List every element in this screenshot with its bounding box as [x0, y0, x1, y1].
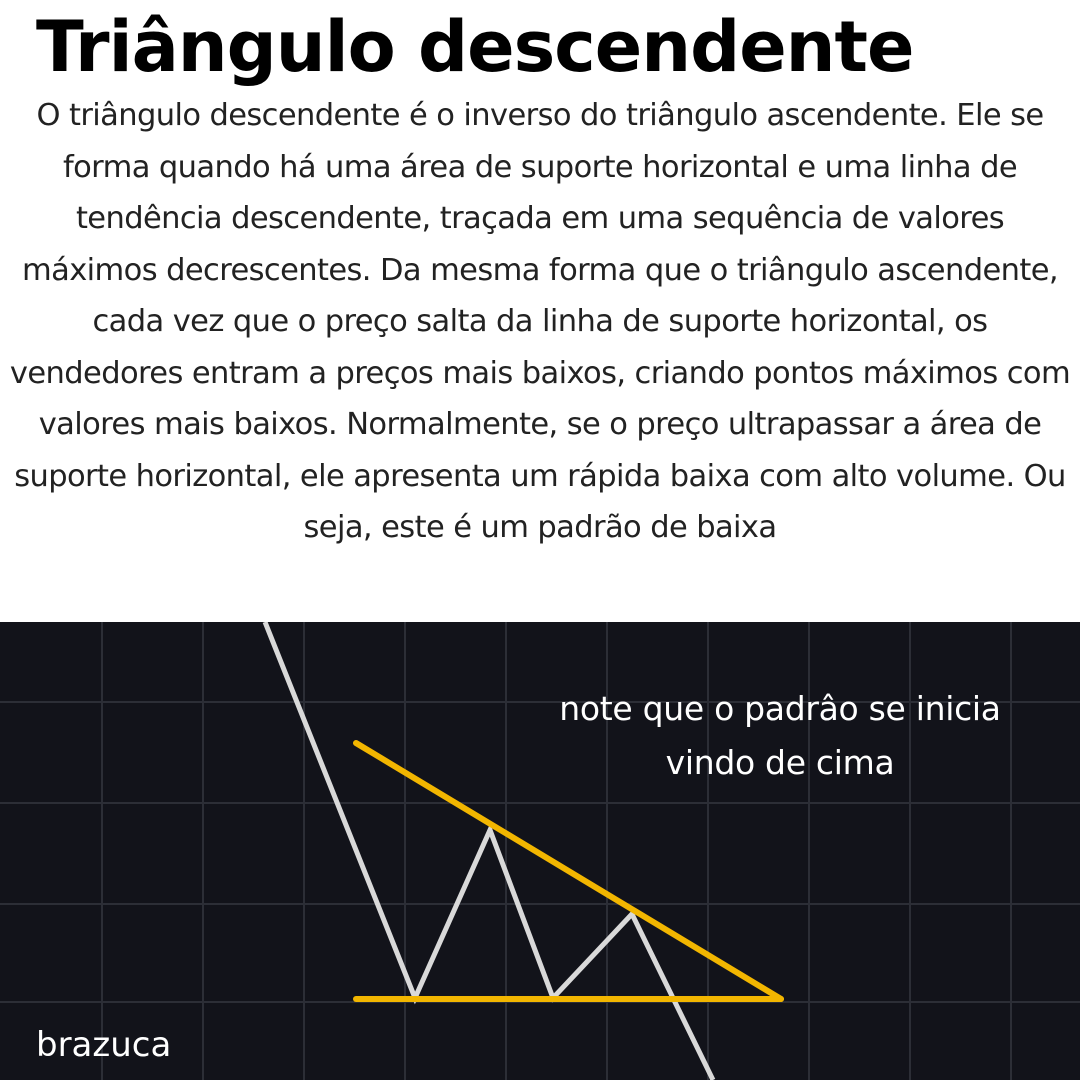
description-text: O triângulo descendente é o inverso do triângulo ascendente. Ele se forma quando há uma área de suporte horizontal e uma linha de tendência descendente, traçada em uma sequência de valores máximos decrescentes. Da mesma forma que o triângulo ascendente, cada vez que o preço salta da linha de suporte horizontal, os vendedores entram a preços mais baixos, criando pontos máximos com valores mais baixos. Normalmente, se o preço ultrapassar a área de suporte horizontal, ele apresenta um rápida baixa com alto volume. Ou seja, este é um padrão de baixa: [9, 98, 1071, 545]
diagram-note: [510, 682, 1050, 790]
note-line-2: vindo de cima: [665, 743, 895, 782]
triangle-diagram: [0, 622, 1080, 1080]
page-title: Triângulo descendente: [36, 6, 914, 88]
credit-label: brazuca: [36, 1025, 172, 1065]
note-line-1: note que o padrâo se inicia: [559, 689, 1001, 728]
